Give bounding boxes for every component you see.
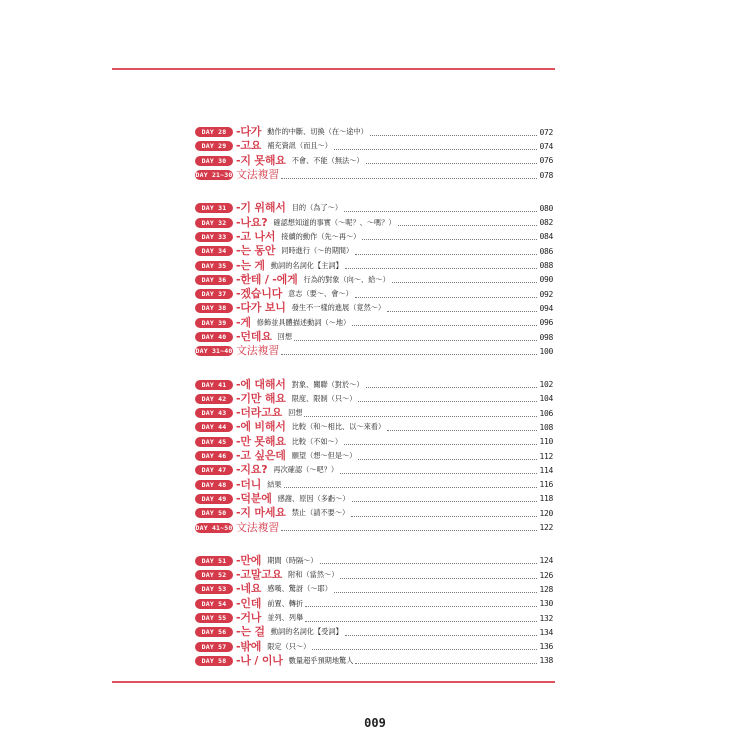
dot-leader: [284, 487, 538, 488]
dot-leader: [281, 530, 537, 531]
day-badge: DAY 55: [195, 613, 233, 623]
dot-leader: [398, 225, 538, 226]
entry-description: 限度、限制（只～）: [291, 393, 357, 403]
grammar-point: -더라고요: [236, 406, 283, 420]
dot-leader: [355, 254, 537, 255]
grammar-point: -한테 / -에게: [236, 272, 298, 286]
entry-description: 行為的對象（向～、給～）: [303, 274, 390, 284]
day-badge: DAY 44: [195, 422, 233, 432]
toc-entry[interactable]: [195, 568, 553, 582]
grammar-point: -지 마세요: [236, 506, 286, 520]
toc-entry[interactable]: [195, 449, 553, 463]
entry-page-number: 122: [539, 523, 553, 533]
grammar-point: -다가: [236, 125, 262, 139]
entry-page-number: 112: [539, 451, 553, 461]
day-badge: DAY 50: [195, 508, 233, 518]
dot-leader: [312, 649, 537, 650]
entry-description: 期間（時隔～）: [267, 555, 318, 565]
dot-leader: [305, 606, 537, 607]
grammar-point: -나요?: [236, 215, 268, 229]
dot-leader: [305, 621, 537, 622]
entry-description: 前置、轉折: [267, 598, 304, 608]
grammar-point: -는 동안: [236, 244, 276, 258]
entry-page-number: 072: [539, 127, 553, 137]
day-badge: DAY 33: [195, 232, 233, 242]
toc-entry[interactable]: [195, 330, 553, 344]
entry-page-number: 118: [539, 494, 553, 504]
toc-entry[interactable]: [195, 377, 553, 391]
grammar-point: -밖에: [236, 639, 262, 653]
grammar-point: -만에: [236, 553, 262, 567]
day-badge: DAY 34: [195, 246, 233, 256]
entry-description: 比較（不如～）: [291, 436, 343, 446]
dot-leader: [370, 135, 538, 136]
toc-entry[interactable]: [195, 392, 553, 406]
entry-page-number: 100: [539, 346, 553, 356]
grammar-point: -겠습니다: [236, 287, 283, 301]
grammar-point: -덕분에: [236, 491, 272, 505]
entry-description: 補充資訊（而且～）: [267, 141, 332, 151]
entry-description: 動作的中斷、切換（在～途中）: [267, 127, 368, 137]
entry-description: 目的（為了～）: [291, 203, 343, 213]
grammar-point: -만 못해요: [236, 434, 286, 448]
entry-description: 同時進行（～的期間）: [281, 246, 354, 256]
entry-description: 感謝、原因（多虧～）: [277, 493, 350, 503]
toc-entry[interactable]: [195, 492, 553, 506]
entry-page-number: 128: [539, 584, 553, 594]
day-badge: DAY 51: [195, 556, 233, 566]
entry-page-number: 132: [539, 613, 553, 623]
day-badge: DAY 52: [195, 570, 233, 580]
entry-page-number: 116: [539, 480, 553, 490]
dot-leader: [334, 592, 538, 593]
day-badge: DAY 54: [195, 599, 233, 609]
dot-leader: [340, 578, 537, 579]
toc-entry[interactable]: [195, 611, 553, 625]
toc-entry[interactable]: [195, 273, 553, 287]
entry-page-number: 082: [539, 218, 553, 228]
day-badge: DAY 37: [195, 289, 233, 299]
day-badge: DAY 31~40: [195, 347, 233, 356]
entry-description: 並列、列舉: [267, 613, 304, 623]
entry-page-number: 078: [539, 170, 553, 180]
grammar-point: -고요: [236, 139, 262, 153]
entry-page-number: 090: [539, 275, 553, 285]
entry-description: 結果: [267, 479, 282, 489]
grammar-point: -게: [236, 315, 251, 329]
grammar-point: -네요: [236, 582, 262, 596]
toc-entry[interactable]: [195, 125, 553, 139]
entry-description: 願望（想～但是～）: [291, 451, 357, 461]
entry-page-number: 120: [539, 508, 553, 518]
dot-leader: [340, 473, 537, 474]
day-badge: DAY 40: [195, 332, 233, 342]
entry-page-number: 074: [539, 141, 553, 151]
dot-leader: [358, 401, 537, 402]
toc-entry[interactable]: [195, 230, 553, 244]
grammar-point: 文法複習: [236, 520, 280, 534]
dot-leader: [355, 297, 538, 298]
entry-description: 意志（要～、會～）: [288, 289, 353, 299]
entry-page-number: 102: [539, 380, 553, 390]
entry-page-number: 124: [539, 556, 553, 566]
toc-entry[interactable]: [195, 582, 553, 596]
grammar-point: -지요?: [236, 463, 268, 477]
entry-description: 確認想知道的事實（～呢？、～嗎？）: [273, 217, 396, 227]
bottom-rule: [112, 681, 555, 683]
grammar-point: -고말고요: [236, 568, 283, 582]
toc-review-entry[interactable]: [195, 520, 553, 534]
dot-leader: [345, 635, 538, 636]
grammar-point: -지 못해요: [236, 153, 286, 167]
entry-page-number: 096: [539, 318, 553, 328]
toc-group: [195, 201, 553, 358]
day-badge: DAY 58: [195, 656, 233, 666]
day-badge: DAY 42: [195, 394, 233, 404]
entry-page-number: 138: [539, 656, 553, 666]
dot-leader: [358, 459, 537, 460]
day-badge: DAY 29: [195, 141, 233, 151]
day-badge: DAY 39: [195, 318, 233, 328]
day-badge: DAY 47: [195, 465, 233, 475]
dot-leader: [351, 516, 537, 517]
toc-entry[interactable]: [195, 406, 553, 420]
grammar-point: -고 나서: [236, 229, 276, 243]
toc-group: [195, 377, 553, 534]
dot-leader: [344, 444, 537, 445]
day-badge: DAY 56: [195, 627, 233, 637]
entry-page-number: 134: [539, 627, 553, 637]
grammar-point: -에 대해서: [236, 377, 286, 391]
toc-entry[interactable]: [195, 640, 553, 654]
entry-description: 附和（當然～）: [288, 570, 339, 580]
dot-leader: [352, 325, 537, 326]
toc-entry[interactable]: [195, 139, 553, 153]
grammar-point: 文法複習: [236, 168, 280, 182]
entry-description: 動詞的名詞化【主詞】: [270, 260, 343, 270]
entry-description: 數量超乎預期地驚人: [288, 655, 354, 665]
dot-leader: [387, 311, 537, 312]
entry-description: 對象、關聯（對於～）: [291, 379, 364, 389]
grammar-point: -더니: [236, 477, 262, 491]
entry-page-number: 080: [539, 203, 553, 213]
day-badge: DAY 32: [195, 218, 233, 228]
entry-description: 修飾並具體描述動詞（～地）: [256, 317, 351, 327]
grammar-point: -는 걸: [236, 625, 265, 639]
day-badge: DAY 41~50: [195, 523, 233, 532]
grammar-point: -나 / 이나: [236, 653, 283, 667]
entry-page-number: 092: [539, 289, 553, 299]
dot-leader: [352, 501, 538, 502]
dot-leader: [345, 268, 538, 269]
entry-page-number: 126: [539, 570, 553, 580]
toc-review-entry[interactable]: [195, 168, 553, 182]
entry-page-number: 076: [539, 156, 553, 166]
day-badge: DAY 21~30: [195, 171, 233, 180]
toc-entry[interactable]: [195, 316, 553, 330]
toc-review-entry[interactable]: [195, 344, 553, 358]
dot-leader: [387, 430, 537, 431]
toc-entry[interactable]: [195, 625, 553, 639]
entry-description: 感嘆、驚訝（～耶）: [267, 584, 332, 594]
entry-page-number: 104: [539, 394, 553, 404]
entry-page-number: 088: [539, 261, 553, 271]
toc-entry[interactable]: [195, 287, 553, 301]
dot-leader: [355, 663, 537, 664]
day-badge: DAY 41: [195, 380, 233, 390]
dot-leader: [392, 282, 538, 283]
day-badge: DAY 43: [195, 408, 233, 418]
entry-description: 不會、不能（無法～）: [291, 155, 364, 165]
toc-entry[interactable]: [195, 420, 553, 434]
dot-leader: [366, 387, 538, 388]
toc-entry[interactable]: [195, 554, 553, 568]
entry-page-number: 106: [539, 408, 553, 418]
entry-description: 禁止（請不要～）: [291, 508, 350, 518]
day-badge: DAY 31: [195, 203, 233, 213]
entry-description: 限定（只～）: [267, 641, 311, 651]
dot-leader: [320, 563, 538, 564]
entry-page-number: 098: [539, 332, 553, 342]
toc-entry[interactable]: [195, 215, 553, 229]
day-badge: DAY 36: [195, 275, 233, 285]
entry-description: 回想: [277, 332, 293, 341]
grammar-point: -기 위해서: [236, 201, 286, 215]
toc-entry[interactable]: [195, 244, 553, 258]
grammar-point: -에 비해서: [236, 420, 286, 434]
entry-page-number: 084: [539, 232, 553, 242]
entry-page-number: 114: [539, 465, 553, 475]
day-badge: DAY 46: [195, 451, 233, 461]
grammar-point: -인데: [236, 596, 262, 610]
day-badge: DAY 30: [195, 156, 233, 166]
toc-entry[interactable]: [195, 478, 553, 492]
dot-leader: [294, 340, 537, 341]
entry-description: 發生不一樣的進展（竟然～）: [291, 303, 386, 313]
dot-leader: [281, 178, 537, 179]
grammar-point: 文法複習: [236, 344, 280, 358]
grammar-point: -거나: [236, 611, 262, 625]
table-of-contents: [195, 125, 553, 668]
toc-entry[interactable]: [195, 154, 553, 168]
dot-leader: [281, 354, 537, 355]
toc-entry[interactable]: [195, 435, 553, 449]
day-badge: DAY 35: [195, 261, 233, 271]
entry-description: 動詞的名詞化【受詞】: [270, 627, 343, 637]
toc-entry[interactable]: [195, 201, 553, 215]
dot-leader: [334, 149, 538, 150]
toc-entry[interactable]: [195, 463, 553, 477]
dot-leader: [362, 239, 537, 240]
entry-page-number: 130: [539, 599, 553, 609]
toc-group: [195, 554, 553, 668]
day-badge: DAY 48: [195, 480, 233, 490]
grammar-point: -고 싶은데: [236, 449, 286, 463]
entry-description: 比較（和～相比、以～來看）: [291, 422, 386, 432]
day-badge: DAY 53: [195, 584, 233, 594]
grammar-point: -다가 보니: [236, 301, 286, 315]
entry-page-number: 094: [539, 303, 553, 313]
page-number: 009: [364, 716, 386, 730]
toc-entry[interactable]: [195, 597, 553, 611]
day-badge: DAY 28: [195, 127, 233, 137]
dot-leader: [344, 211, 537, 212]
toc-entry[interactable]: [195, 506, 553, 520]
entry-page-number: 110: [539, 437, 553, 447]
grammar-point: -던데요: [236, 330, 272, 343]
toc-entry[interactable]: [195, 654, 553, 668]
entry-description: 接續的動作（先～再～）: [281, 231, 361, 241]
top-rule: [112, 68, 555, 70]
day-badge: DAY 45: [195, 437, 233, 447]
toc-entry[interactable]: [195, 258, 553, 272]
entry-description: 再次確認（～吧？）: [273, 465, 339, 475]
dot-leader: [366, 163, 538, 164]
grammar-point: -는 게: [236, 258, 265, 272]
entry-page-number: 136: [539, 642, 553, 652]
day-badge: DAY 49: [195, 494, 233, 504]
toc-entry[interactable]: [195, 301, 553, 315]
toc-group: [195, 125, 553, 182]
grammar-point: -기만 해요: [236, 391, 286, 405]
day-badge: DAY 38: [195, 303, 233, 313]
entry-page-number: 086: [539, 246, 553, 256]
entry-page-number: 108: [539, 422, 553, 432]
entry-description: 回想: [288, 408, 303, 418]
dot-leader: [304, 416, 537, 417]
day-badge: DAY 57: [195, 642, 233, 652]
